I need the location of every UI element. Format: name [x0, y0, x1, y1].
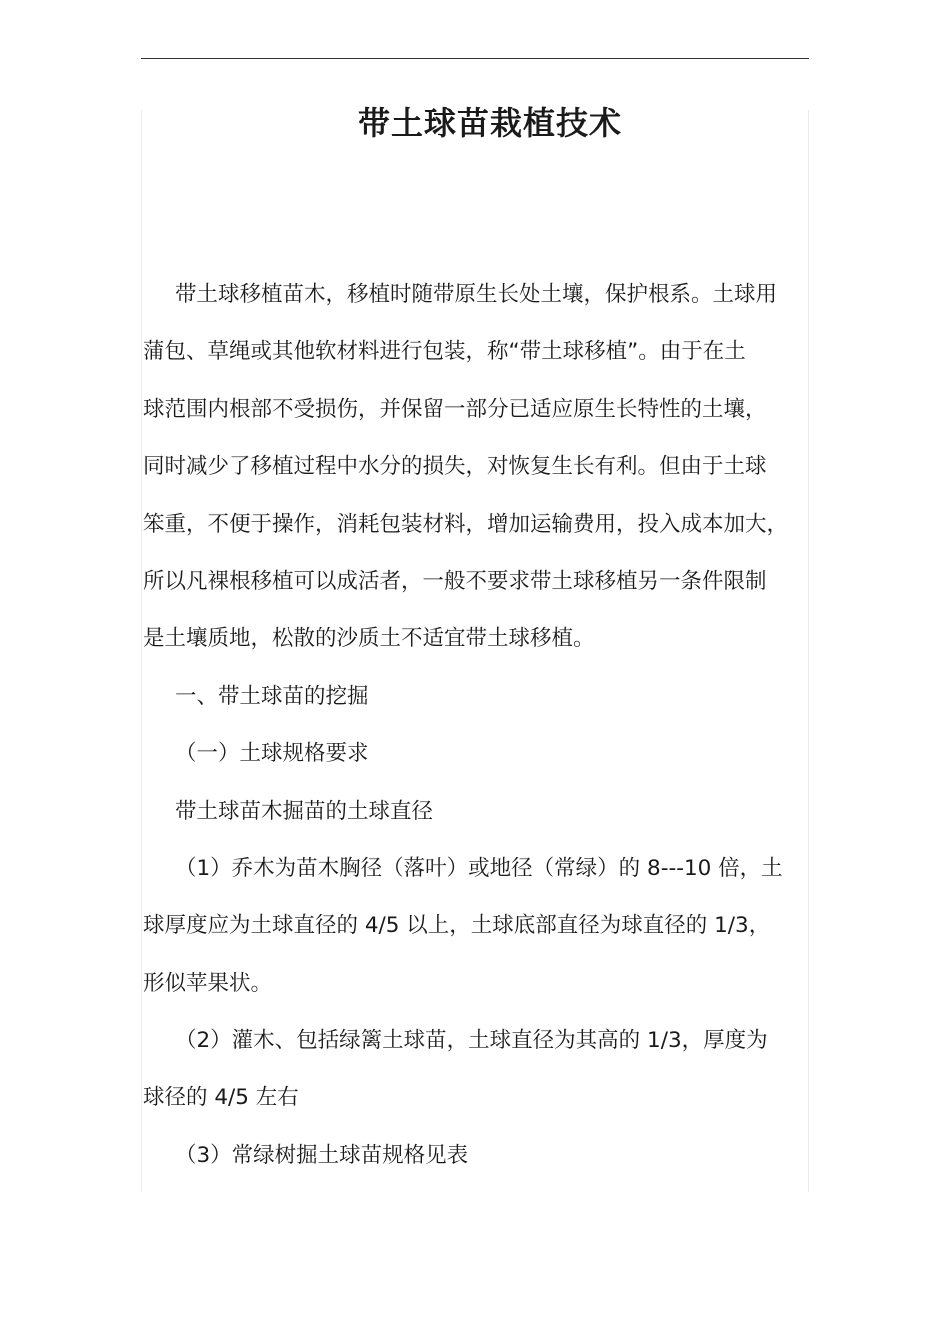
document-title: 带土球苗栽植技术 — [357, 104, 622, 142]
body-line: 同时减少了移植过程中水分的损失，对恢复生长有利。但由于土球 — [143, 454, 767, 480]
body-line: 笨重，不便于操作，消耗包装材料，增加运输费用，投入成本加大， — [143, 511, 789, 537]
list-item-line: 球径的 4/5 左右 — [143, 1085, 299, 1111]
body-line: 带土球移植苗木，移植时随带原生长处土壤，保护根系。土球用 — [175, 282, 778, 307]
page-frame-left-edge — [141, 110, 142, 1192]
header-rule — [141, 58, 809, 59]
body-line: 带土球苗木掘苗的土球直径 — [175, 798, 434, 824]
list-item-line: 球厚度应为土球直径的 4/5 以上，土球底部直径为球直径的 1/3， — [143, 913, 771, 939]
body-line: 是土壤质地，松散的沙质土不适宜带土球移植。 — [143, 626, 595, 652]
body-line: 球范围内根部不受损伤，并保留一部分已适应原生长特性的土壤， — [143, 396, 767, 422]
list-item-line: 形似苹果状。 — [143, 970, 273, 996]
subsection-heading: （一）土球规格要求 — [175, 741, 369, 767]
body-line: 所以凡裸根移植可以成活者，一般不要求带土球移植另一条件限制 — [143, 568, 767, 594]
document-body — [143, 266, 813, 1184]
list-item-line: （1）乔木为苗木胸径（落叶）或地径（常绿）的 8---10 倍，土 — [175, 855, 783, 881]
list-item-line: （3）常绿树掘土球苗规格见表 — [175, 1142, 469, 1168]
section-heading: 一、带土球苗的挖掘 — [175, 683, 369, 709]
list-item-line: （2）灌木、包括绿篱土球苗，土球直径为其高的 1/3，厚度为 — [175, 1028, 768, 1054]
body-line: 蒲包、草绳或其他软材料进行包装，称“带土球移植”。由于在土 — [143, 339, 746, 365]
